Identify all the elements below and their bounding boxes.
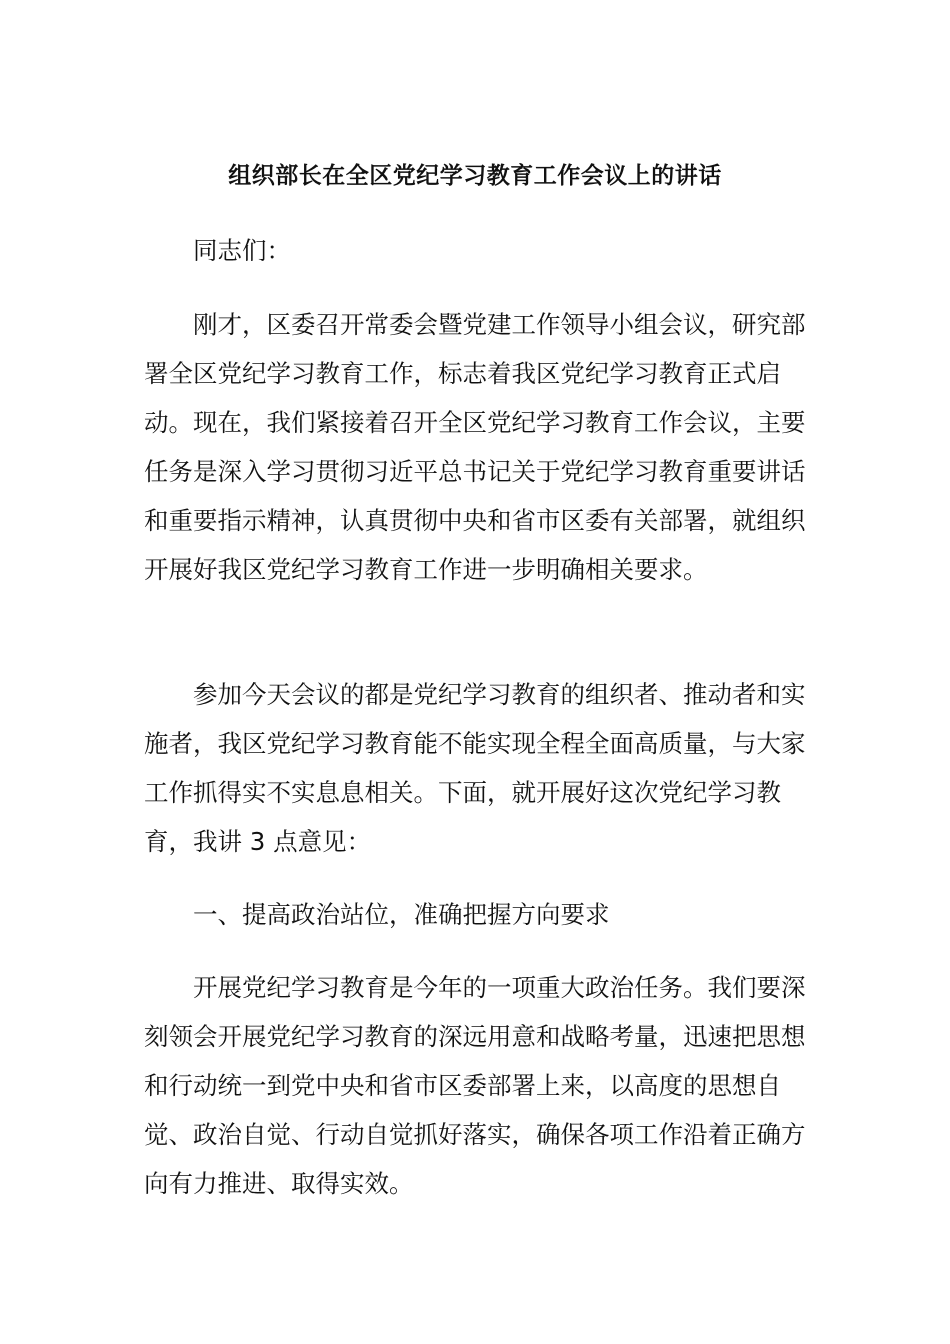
- paragraph-section-1: 开展党纪学习教育是今年的一项重大政治任务。我们要深刻领会开展党纪学习教育的深远用意和战略考量，迅速把思想和行动统一到党中央和省市区委部署上来，以高度的思想自觉、政治自觉、行动自觉抓好落实，确保各项工作沿着正确方向有力推进、取得实效。: [144, 973, 806, 1198]
- document-title: 组织部长在全区党纪学习教育工作会议上的讲话: [228, 163, 722, 189]
- greeting: 同志们：: [193, 236, 291, 265]
- paragraph-intro: 参加今天会议的都是党纪学习教育的组织者、推动者和实施者，我区党纪学习教育能不能实现全程全面高质量，与大家工作抓得实不实息息相关。下面，就开展好这次党纪学习教育，我讲 3 点意见：: [144, 680, 806, 856]
- paragraph-opening: 刚才，区委召开常委会暨党建工作领导小组会议，研究部署全区党纪学习教育工作，标志着我区党纪学习教育正式启动。现在，我们紧接着召开全区党纪学习教育工作会议，主要任务是深入学习贯彻习近平总书记关于党纪学习教育重要讲话和重要指示精神，认真贯彻中央和省市区委有关部署，就组织开展好我区党纪学习教育工作进一步明确相关要求。: [144, 310, 806, 584]
- section-heading-1: 一、提高政治站位，准确把握方向要求: [193, 900, 610, 929]
